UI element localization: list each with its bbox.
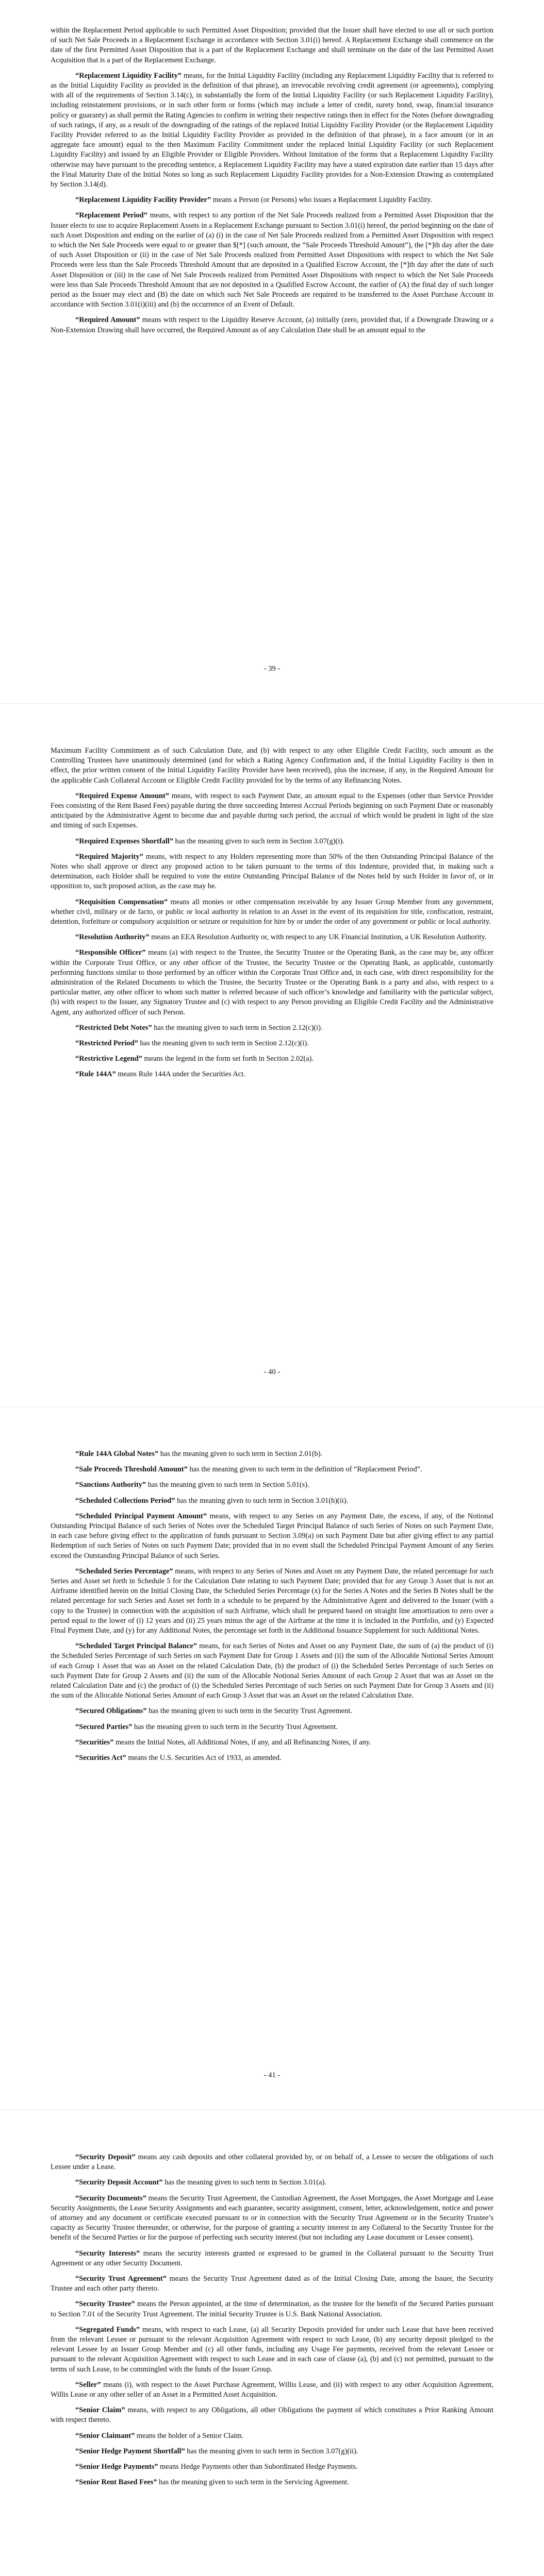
defined-term: “Sanctions Authority” [75,1481,146,1489]
definition-text: has the meaning given to such term in Section 2.01(b). [158,1450,323,1458]
definition-text: means any cash deposits and other collateral provided by, or on behalf of, a Lessee to secure the obligations of such Lessee under a Lease. [51,2153,493,2172]
defined-term: “Rule 144A Global Notes” [75,1450,159,1458]
defined-term: “Restrictive Legend” [75,1055,142,1063]
definition-text: has the meaning given to such term in Section 3.01(h)(ii). [175,1496,349,1505]
definition-text: means all monies or other compensation receivable by any Issuer Group Member from any government, whether civil, military or de facto, or public or local authority in relation to an Asset in the event of its requisition for title, confiscation, restraint, detention, forfeiture or compulsory acquisition or seizure or requisition for hire by or under the order of any government or public or local authority. [51,897,493,926]
definition-text: means (i), with respect to the Asset Purchase Agreement, Willis Lease, and (ii) with respect to any other Acquisition Agreement, Willis Lease or any other seller of an Asset in a Permitted Asset Acquisition. [51,2380,493,2399]
definition-text: has the meaning given to such term in Section 5.01(s). [146,1481,309,1489]
definition-paragraph [51,2380,493,2400]
defined-term: “Senior Claimant” [75,2431,135,2440]
definition-text: means the Security Trust Agreement, the Custodian Agreement, the Asset Mortgages, the Asset Mortgage and Lease Security Assignments, the Lease Security Assignments and each guarantee, security assignment, consent, letter, acknowledgement, notice and power of attorney and any document or certificate executed pursuant to or in connection with the Security Trust Agreement or in the Security Trustee’s capacity as Security Trustee thereunder, or otherwise, for the purpose of granting a security interest in any Collateral to the Security Trustee for the benefit of the Secured Parties or for the purpose of perfecting such security interest (but not including any Lease document or Lessee consent). [51,2194,493,2242]
defined-term: “Senior Rent Based Fees” [75,2478,157,2487]
definition-text: means a Person (or Persons) who issues a Replacement Liquidity Facility. [211,196,433,205]
defined-term: “Required Majority” [75,852,143,861]
defined-term: “Scheduled Collections Period” [75,1496,175,1505]
definition-paragraph [51,1722,493,1732]
continuation-paragraph [51,26,493,65]
definition-text: means the Security Trust Agreement dated as of the Initial Closing Date, among the Issuer, the Security Trustee and each other party thereto. [51,2275,493,2293]
definition-paragraph [51,1512,493,1561]
defined-term: “Required Expenses Shortfall” [75,837,174,845]
defined-term: “Required Expense Amount” [75,791,169,800]
definition-paragraph [51,2194,493,2243]
definition-text: means (a) with respect to the Trustee, the Security Trustee or the Operating Bank, as the case may be, any officer within the Corporate Trust Office, or any other officer of the Trustee, the Security Trustee or the Operating Bank, as applicable, customarily performing functions similar to those performed by an officer within the Corporate Trust Office and, in each case, with direct responsibility for the administration of the Related Documents to which the Trustee, the Security Trustee or the Operating Bank is a party and also, with respect to a particular matter, any other officer to whom such matter is referred because of such officer’s knowledge and familiarity with the particular subject, (b) with respect to the Issuer, any Signatory Trustee and (c) with respect to any Person providing an Eligible Credit Facility and the Administrative Agent, any authorized officer of such Person. [51,948,493,1016]
definition-paragraph [51,2462,493,2472]
definition-paragraph [51,1039,493,1048]
definition-paragraph [51,2249,493,2268]
definition-text: has the meaning given to such term in Section 3.07(g)(ii). [185,2447,358,2455]
definition-text: has the meaning given to such term in the Security Trust Agreement. [132,1722,338,1731]
defined-term: “Replacement Liquidity Facility Provider” [75,196,211,205]
definition-text: means the Initial Notes, all Additional Notes, if any, and all Refinancing Notes, if any. [113,1738,371,1747]
defined-term: “Rule 144A” [75,1070,116,1079]
definition-text: means the holder of a Senior Claim. [135,2431,244,2440]
definition-paragraph [51,2274,493,2294]
defined-term: “Secured Parties” [75,1722,133,1731]
definition-paragraph [51,2431,493,2441]
defined-term: “Senior Hedge Payments” [75,2463,158,2471]
definition-paragraph [51,1449,493,1459]
defined-term: “Securities Act” [75,1754,126,1762]
defined-term: “Secured Obligations” [75,1707,147,1716]
definition-paragraph [51,897,493,927]
definition-paragraph [51,315,493,335]
definition-text: means Hedge Payments other than Subordinated Hedge Payments. [158,2463,358,2471]
definition-paragraph [51,2325,493,2375]
page-42 [0,2110,544,2576]
definition-paragraph [51,1567,493,1636]
definition-text: means, with respect to each Payment Date, an amount equal to the Expenses (other than Service Provider Fees consisting of the Rent Based Fees) payable during the three succeeding Interest Accrual Periods beginning on such Payment Date or reasonably anticipated by the Administrative Agent to become due and payable during such period, the accrual of which would be prudent in light of the size and timing of such Expenses. [51,791,493,830]
defined-term: “Responsible Officer” [75,948,146,957]
page-number: - 41 - [263,2071,281,2079]
definition-text: has the meaning given to such term in Section 3.07(g)(i). [173,837,344,845]
definition-text: means, with respect to each Lease, (a) all Security Deposits provided for under such Lease that have been received from the relevant Lessee or pursuant to the relevant Acquisition Agreement with respect to such Lease, (b) any security deposit pledged to the relevant Lessee by an Issuer Group Member and (c) all other funds, including any Usage Fee payments, received from the relevant Lessee or pursuant to the relevant Acquisition Agreement with respect to such Lease and in each case of clause (a), (b) and (c) not permitted, pursuant to the terms of such Lease, to be commingled with the funds of the Issuer Group. [51,2325,493,2374]
definition-text: means, with respect to any Obligations, all other Obligations the payment of which constitutes a Prior Ranking Amount with respect thereto. [51,2406,493,2425]
page-41 [0,1406,544,2110]
definition-paragraph [51,852,493,892]
definition-text: means the legend in the form set forth in Section 2.02(a). [142,1055,314,1063]
definition-paragraph [51,1465,493,1475]
defined-term: “Requisition Compensation” [75,897,168,906]
definition-text: has the meaning given to such term in Section 2.12(c)(i). [138,1039,309,1048]
page-number: - 40 - [263,1368,281,1376]
defined-term: “Resolution Authority” [75,933,150,942]
definition-text: has the meaning given to such term in Section 2.12(c)(i). [152,1023,323,1032]
page-39 [0,0,544,703]
definition-paragraph [51,837,493,846]
definition-text: has the meaning given to such term in Section 3.01(a). [162,2178,326,2187]
definition-paragraph [51,2299,493,2319]
definition-paragraph [51,1023,493,1033]
defined-term: “Segregated Funds” [75,2325,140,2334]
definition-text: means an EEA Resolution Authority or, with respect to any UK Financial Institution, a UK Resolution Authority. [149,933,487,942]
defined-term: “Scheduled Target Principal Balance” [75,1642,197,1651]
definition-paragraph [51,1641,493,1701]
definition-text: means, for the Initial Liquidity Facility (including any Replacement Liquidity Facility that is referred to as the Initial Liquidity Facility as provided in the definition of that phrase), an irrevocable revolving credit agreement (or agreements), complying with all of the requirements of Section 3.14(c), in substantially the form of the Initial Liquidity Facility (or such Replacement Liquidity Facility), including reinstatement provisions, or in such other form or forms (which may include a letter of credit, surety bond, swap, financial insurance policy or guaranty) as shall permit the Rating Agencies to confirm in writing their respective ratings then in effect for the Notes (before downgrading of such ratings, if any, as a result of the downgrading of the ratings of the replaced Initial Liquidity Facility Provider (or the Replacement Liquidity Facility Provider referred to as the Initial Liquidity Facility Provider as provided in the definition of that phrase), in a face amount (or in an aggregate face amount) equal to the then Maximum Facility Commitment under the replaced Initial Liquidity Facility (or such Replacement Liquidity Facility) and issued by an Eligible Provider or Eligible Providers. Without limitation of the forms that a Replacement Liquidity Facility otherwise may have pursuant to the preceding sentence, a Replacement Liquidity Facility may have a stated expiration date earlier than 15 days after the Final Maturity Date of the Initial Notes so long as such Replacement Liquidity Facility provides for a Non-Extension Drawing as contemplated by Section 3.14(d). [51,71,493,189]
defined-term: “Sale Proceeds Threshold Amount” [75,1465,188,1474]
definition-paragraph [51,948,493,1017]
definition-text: means, for each Series of Notes and Asset on any Payment Date, the sum of (a) the product of (i) the Scheduled Series Percentage of such Series on such Payment Date for Group 1 Assets and (ii) the sum of the Allocable Notional Series Amount of each Group 1 Asset that was an Asset on the related Calculation Date, (b) the product of (i) the Scheduled Series Percentage of such Series on such Payment Date for Group 2 Assets and (ii) the sum of the Allocable Notional Series Amount of each Group 2 Asset that was an Asset on the related Calculation Date and (c) the product of (i) the Scheduled Series Percentage of such Series on such Payment Date for Group 3 Assets and (ii) the sum of the Allocable Notional Series Amount of each Group 3 Asset that was an Asset on the related Calculation Date. [51,1642,493,1700]
definition-text: has the meaning given to such term in the Servicing Agreement. [157,2478,349,2487]
definition-paragraph [51,933,493,942]
definition-text: has the meaning given to such term in the definition of “Replacement Period”. [187,1465,422,1474]
defined-term: “Replacement Liquidity Facility” [75,71,182,80]
defined-term: “Restricted Period” [75,1039,138,1048]
defined-term: “Seller” [75,2380,101,2389]
definition-paragraph [51,1496,493,1506]
definition-paragraph [51,791,493,831]
definition-paragraph [51,2447,493,2456]
page-number: - 39 - [263,665,281,673]
defined-term: “Required Amount” [75,316,140,325]
definition-text: means, with respect to any Series on any Payment Date, the excess, if any, of the Notional Outstanding Principal Balance of such Series of Notes over the Scheduled Target Principal Balance of such Series of Notes on such Payment Date, in each case before giving effect to the application of funds pursuant to Section 3.09(a) on such Payment Date but after giving effect to any partial Redemption of such Series of Notes on such Payment Date; provided that in no event shall the Scheduled Principal Payment Amount of any Series exceed the Outstanding Principal Balance of such Series. [51,1512,493,1560]
page-40 [0,703,544,1406]
definition-paragraph [51,1738,493,1748]
defined-term: “Replacement Period” [75,211,147,220]
definition-text: means the security interests granted or expressed to be granted in the Collateral pursuant to the Security Trust Agreement or any other Security Document. [51,2249,494,2267]
defined-term: “Security Deposit” [75,2153,136,2161]
definition-text: means, with respect to any Holders representing more than 50% of the then Outstanding Principal Balance of the Notes who shall approve or direct any proposed action to be taken pursuant to the terms of this Indenture, provided that, in making such a determination, each Holder shall be required to vote the entire Outstanding Principal Balance of the Notes held by such Holder in favor of, or in opposition to, such proposed action, as the case may be. [51,852,493,891]
defined-term: “Scheduled Principal Payment Amount” [75,1512,207,1520]
definition-text: means, with respect to any Series of Notes and Asset on any Payment Date, the related percentage for such Series and Asset set forth in Schedule 5 for the Calculation Date relating to such Payment Date; provided that for any Group 3 Asset that is not an Airframe identified herein on the Initial Closing Date, the Scheduled Series Percentage (x) for the Series A Notes and the Series B Notes shall be the related percentage for such Series and Asset set forth in a schedule to be prepared by the Administrative Agent and delivered to the Issuer (with a copy to the Trustee) in connection with the acquisition of such Airframe, which shall be prepared based on straight line amortization to zero over a period equal to the lower of (i) 12 years and (ii) 25 years minus the age of the Airframe at the time it is included in the Portfolio, and (y) Expected Final Payment Date, and (y) for any Additional Notes, the percentage set forth in the Additional Issuance Supplement for such Additional Notes. [51,1567,493,1635]
defined-term: “Security Trust Agreement” [75,2275,167,2283]
defined-term: “Security Interests” [75,2249,140,2258]
definition-paragraph [51,1706,493,1716]
definition-paragraph [51,1070,493,1079]
defined-term: “Securities” [75,1738,114,1747]
definition-paragraph [51,2478,493,2487]
definition-paragraph [51,2178,493,2188]
definition-text: means with respect to the Liquidity Reserve Account, (a) initially (zero, provided that, if a Downgrade Drawing or a Non-Extension Drawing shall have occurred, the Required Amount as of any Calculation Date shall be an amount equal to the [51,316,493,334]
definition-paragraph [51,1753,493,1763]
definition-text: has the meaning given to such term in the Security Trust Agreement. [146,1707,352,1716]
definition-paragraph [51,2405,493,2425]
defined-term: “Scheduled Series Percentage” [75,1567,173,1575]
definition-text: within the Replacement Period applicable to such Permitted Asset Disposition; provided that the Issuer shall have elected to use all or such portion of such Net Sale Proceeds in a Replacement Exchange in accordance with Section 3.01(i) hereof. A Replacement Exchange shall commence on the date of the first Permitted Asset Disposition that is a part of the Replacement Exchange and shall terminate on the date of the last Permitted Asset Acquisition that is a part of the Replacement Exchange. [51,26,493,64]
definition-paragraph [51,211,493,310]
definition-paragraph [51,195,493,205]
defined-term: “Security Deposit Account” [75,2178,163,2187]
continuation-paragraph [51,746,493,786]
defined-term: “Senior Hedge Payment Shortfall” [75,2447,185,2455]
definition-paragraph [51,1054,493,1064]
definition-text: Maximum Facility Commitment as of such Calculation Date, and (b) with respect to any other Eligible Credit Facility, such amount as the Controlling Trustees have unanimously determined (and for which a Rating Agency Confirmation and, if the Initial Liquidity Facility is then in effect, the prior written consent of the Initial Liquidity Facility Provider have been received), plus the increase, if any, in the Required Amount for the applicable Cash Collateral Account or Eligible Credit Facility provided for by the terms of any Refinancing Notes. [51,747,493,785]
definition-paragraph [51,2153,493,2172]
defined-term: “Senior Claim” [75,2406,125,2415]
definition-text: means Rule 144A under the Securities Act. [116,1070,245,1079]
definition-text: means, with respect to any portion of the Net Sale Proceeds realized from a Permitted Asset Disposition that the Issuer elects to use to acquire Replacement Assets in a Replacement Exchange pursuant to Section 3.01(i) hereof, the period beginning on the date of such Asset Disposition and ending on the earlier of (a) (i) in the case of Net Sale Proceeds realized from a Permitted Asset Disposition with respect to which the Net Sale Proceeds were equal to or greater than $[*] (such amount, the “Sale Proceeds Threshold Amount”), the [*]th day after the date of such Asset Disposition or (ii) in the case of Net Sale Proceeds realized from Permitted Asset Dispositions with respect to which the Net Sale Proceeds were less than the Sale Proceeds Threshold Amount that are deposited in a Qualified Escrow Account, the [*]th day after the date of such Asset Disposition or (iii) in the case of Net Sale Proceeds realized from Permitted Asset Dispositions with respect to which the Net Sale Proceeds were less than Sale Proceeds Threshold Amount that are not deposited in a Qualified Escrow Account, the earlier of (A) the final day of such longer period as the Issuer may elect and (B) the date on which such Net Sale Proceeds are required to be transferred to the Asset Purchase Account in accordance with Section 3.01(i)(iii) and (b) the occurrence of an Event of Default. [51,211,494,309]
defined-term: “Security Documents” [75,2194,146,2202]
defined-term: “Restricted Debt Notes” [75,1023,152,1032]
defined-term: “Security Trustee” [75,2300,135,2309]
definition-text: means the Person appointed, at the time of determination, as the trustee for the benefit of the Secured Parties pursuant to Section 7.01 of the Security Trust Agreement. The initial Security Trustee is U.S. Bank National Association. [51,2300,493,2318]
definition-paragraph [51,71,493,190]
definition-paragraph [51,1480,493,1490]
definition-text: means the U.S. Securities Act of 1933, as amended. [126,1754,282,1762]
